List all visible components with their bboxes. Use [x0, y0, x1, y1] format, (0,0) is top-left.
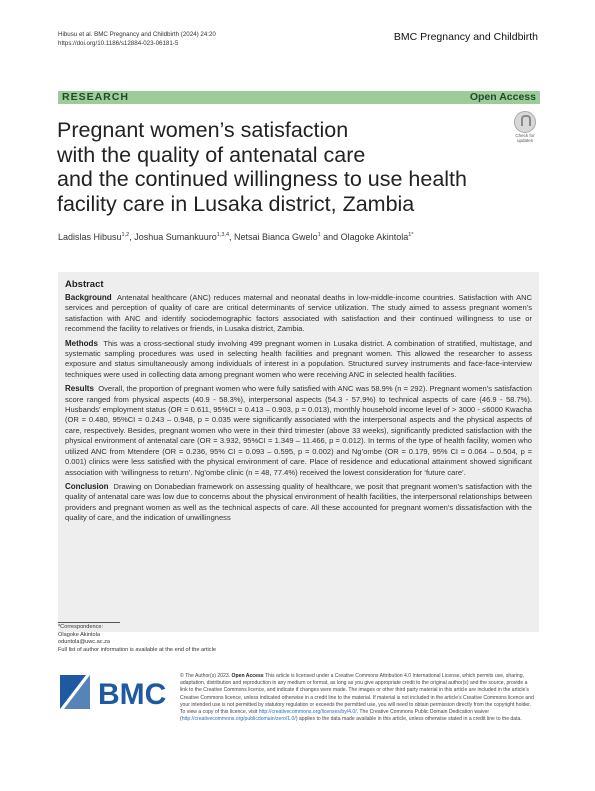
affiliation-marker: 1*: [408, 232, 414, 238]
methods-label: Methods: [65, 338, 98, 348]
open-access-label: Open Access: [469, 91, 536, 103]
author-name[interactable]: Ladislas Hibusu: [58, 232, 122, 242]
citation: [58, 30, 216, 48]
public-domain-link[interactable]: http://creativecommons.org/publicdomain/zero/1.0/: [181, 716, 296, 723]
correspondence-note: [58, 622, 216, 654]
license-link[interactable]: http://creativecommons.org/licenses/by/4.0/: [258, 709, 357, 716]
affiliation-marker: 1: [317, 232, 321, 238]
correspondence-email[interactable]: oduntola@uwc.ac.za: [58, 639, 111, 646]
citation-line: Hibusu et al. BMC Pregnancy and Childbirth (2024) 24:20: [58, 31, 216, 38]
author-name[interactable]: Joshua Sumankuuro: [134, 232, 217, 242]
conclusion-label: Conclusion: [65, 481, 109, 491]
license-statement: © The Author(s) 2023. Open Access This article is licensed under a Creative Commons Attribution 4.0 International License, which permits use, sharing, adaptation, distribution and reproduction in any medium or format, as long as you give appropriate credit to the original author(s) and the source, provide a link to the Creative Commons licence, and indicate if changes were made. The images or other third party material in this article are included in the article’s Creative Commons licence, unless indicated otherwise in a credit line to the material. If material is not included in the article’s Creative Commons licence and your intended use is not permitted by statutory regulation or exceeds the permitted use, you will need to obtain permission directly from the copyright holder. To view a copy of this licence, visit http://creativecommons.org/licenses/by/4.0/. The Creative Commons Public Domain Dedication waiver (http://creativecommons.org/publicdomain/zero/1.0/) applies to the data made available in this article, unless otherwise stated in a credit line to the data.: [180, 673, 534, 723]
footnote-divider: [58, 622, 120, 623]
check-for-updates-badge[interactable]: [511, 111, 539, 141]
background-label: Background: [65, 293, 112, 302]
title-line: with the quality of antenatal care: [57, 142, 366, 167]
title-line: and the continued willingness to use health: [57, 167, 467, 191]
results-label: Results: [65, 384, 94, 394]
section-label: RESEARCH: [62, 91, 129, 103]
title-line: Pregnant women’s satisfaction: [57, 118, 349, 142]
check-updates-icon: [514, 111, 536, 133]
abstract-box: [58, 272, 539, 632]
affiliation-marker: 1,2: [121, 232, 130, 238]
article-type-banner: [58, 91, 540, 104]
doi-link[interactable]: https://doi.org/10.1186/s12884-023-06181-5: [58, 40, 179, 47]
check-updates-label: Check for updates: [515, 133, 535, 143]
bmc-logo-text: BMC: [98, 678, 167, 711]
journal-name: BMC Pregnancy and Childbirth: [393, 31, 538, 43]
abstract-methods: Methods This was a cross-sectional study involving 499 pregnant women in Lusaka district. A combination of stratified, multistage, and systematic sampling procedures was used in selecting health facilities and pregnant women. This allowed the researcher to assess exposure and status simultaneously among individuals of interest in a population. Structured survey instruments and face-face-interview techniques were used in collecting data among pregnant women who were receiving ANC in selected health facilities.: [65, 338, 532, 379]
article-title: [57, 118, 487, 216]
correspondence-name: Olagoke Akintola: [58, 631, 100, 638]
abstract-conclusion: Conclusion Drawing on Donabedian framework on assessing quality of healthcare, we posit that pregnant women’s satisfaction with the quality of antenatal care was low due to concerns about the physical environment of health facilities, the interpersonal relationships between providers and pregnant women as well as the technical aspects of care. All these accounted for pregnant women’s dissatisfaction with the quality of care, and the indication of unwillingness: [65, 481, 533, 523]
correspondence-label: *Correspondence:: [58, 624, 104, 630]
title-line: facility care in Lusaka district, Zambia: [57, 191, 415, 216]
author-list: Ladislas Hibusu$^{1,2}$, Joshua Sumankuuro$^{1,3,4}$, Netsai Bianca Gwelo$^1$ and Olagoke Akintola$^{1*}$: [58, 232, 414, 242]
abstract-heading: Abstract: [65, 279, 104, 290]
author-name[interactable]: Olagoke Akintola: [340, 232, 409, 242]
author-name[interactable]: Netsai Bianca Gwelo: [234, 232, 318, 242]
bmc-logo: [58, 673, 173, 711]
abstract-results: Results Overall, the proportion of pregnant women who were fully satisfied with ANC was 58.9% (n = 292). Pregnant women’s satisfaction score ranged from physical aspects (40.9 - 58.3%), interpersonal aspects (54.3 - 57.9%) to technical aspects of care (46.9 - 58.7%). Husbands’ employment status (OR = 0.611, 95%CI = 0.413 – 0.903, p = 0.013), monthly household income level of > 3000 - ≤6000 Kwacha (OR = 0.480, 95%CI = 0.243 – 0.948, p = 0.035 were significantly associated with the interpersonal aspects and the physical aspects of care, respectively. Besides, pregnant women who were in their third trimester (above 33 weeks), significantly predicted satisfaction with the physical environment of antenatal care (OR = 3.932, 95%CI = 1.349 – 11.466, p = 0.012). In terms of the type of health facility, women who utilized ANC from Mtendere (OR = 0.236, 95% CI = 0.093 – 0.595, p = 0.002) and Ng’ombe (OR = 0.179, 95% CI = 0.064 – 0.504, p = 0.001) clinics were less satisfied with the physical environment of care. Place of residence and educational attainment showed significant association with ‘willingness to return’. Ng’ombe clinic (n = 48, 77.4%) received the lowest consideration for ‘future care’.: [65, 384, 533, 477]
abstract-background: Background Antenatal healthcare (ANC) reduces maternal and neonatal deaths in low-middle-income countries. Satisfaction with ANC services and perception of quality of care are critical determinants of service utilization. The study aimed to assess pregnant women’s satisfaction with ANC and identify sociodemographic factors associated with satisfaction and their continued willingness to use or recommend the facility to relatives or friends, in Lusaka district, Zambia.: [65, 293, 532, 334]
affiliation-marker: 1,3,4: [216, 232, 230, 238]
author-info-note: Full list of author information is available at the end of the article: [58, 646, 216, 653]
